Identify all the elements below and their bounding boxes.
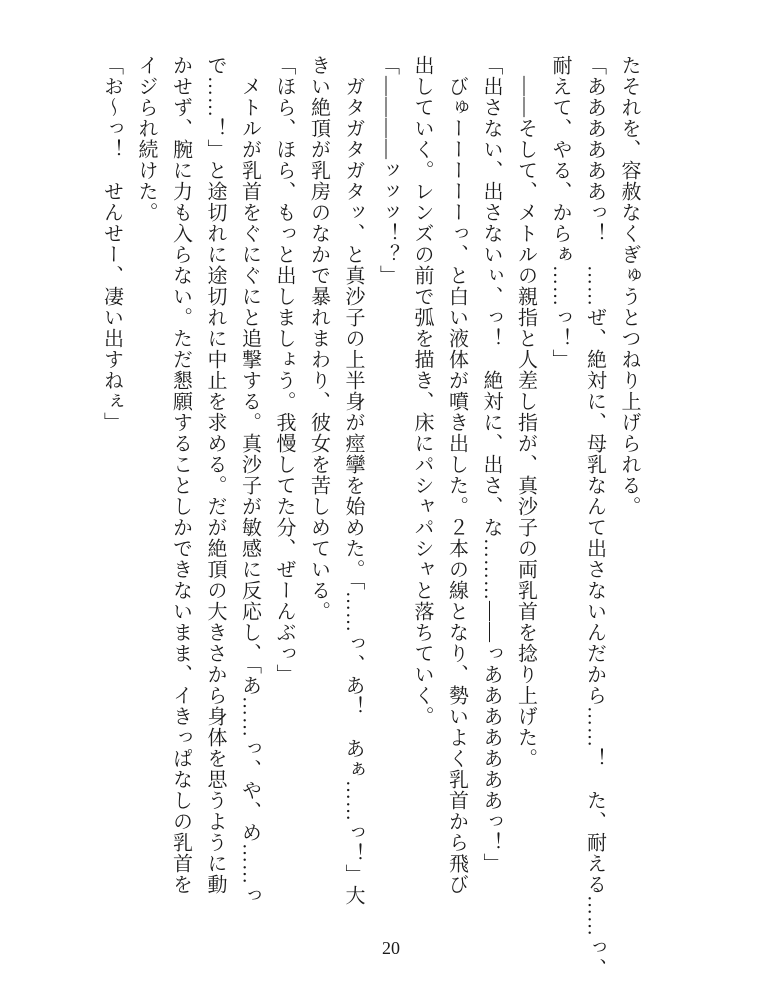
text-line: メトルが乳首をぐにぐにと追撃する。真沙子が敏感に反応し、「あ……っ、や、め……っ xyxy=(238,55,261,906)
text-line: 「ほら、ほら、もっと出しましょう。我慢してた分、ぜーんぶっ」 xyxy=(273,55,295,685)
text-line: イジられ続けた。 xyxy=(135,55,157,223)
text-line: 出していく。レンズの前で弧を描き、床にパシャパシャと落ちていく。 xyxy=(411,55,433,727)
text-line: ガタガタガタッ、と真沙子の上半身が痙攣を始めた。「……っ、あ！ あぁ……っ！」大 xyxy=(342,55,364,906)
text-line: 「――――ッッッ！？」 xyxy=(376,55,399,286)
text-line: 耐えて、やる、からぁ……っ！」 xyxy=(549,55,571,370)
text-line: 「ああああああっ！ ……ぜ、絶対に、母乳なんて出さないんだから……！ た、耐える……っ、 xyxy=(583,55,606,979)
text-line: びゅーーーーーっ、と白い液体が噴き出した。２本の線となり、勢いよく乳首から飛び xyxy=(445,55,468,895)
text-line: 「お〜っ！ せんせー、凄い出すねぇ」 xyxy=(100,55,123,433)
text-line: 「出さない、出さないぃ、っ！ 絶対に、出さ、な………――っあああああああっ！」 xyxy=(480,55,502,874)
text-line: ――そして、メトルの親指と人差し指が、真沙子の両乳首を捻り上げた。 xyxy=(514,55,537,769)
page-number: 20 xyxy=(382,938,400,958)
text-line: で……！」と途切れに途切れに中止を求める。だが絶頂の大きさから身体を思うように動 xyxy=(204,55,226,895)
text-line: たそれを、容赦なくぎゅうとつねり上げられる。 xyxy=(618,55,640,517)
text-line: かせず、腕に力も入らない。ただ懇願することしかできないまま、イきっぱなしの乳首を xyxy=(169,55,192,895)
text-line: きい絶頂が乳房のなかで暴れまわり、彼女を苦しめている。 xyxy=(307,55,330,622)
